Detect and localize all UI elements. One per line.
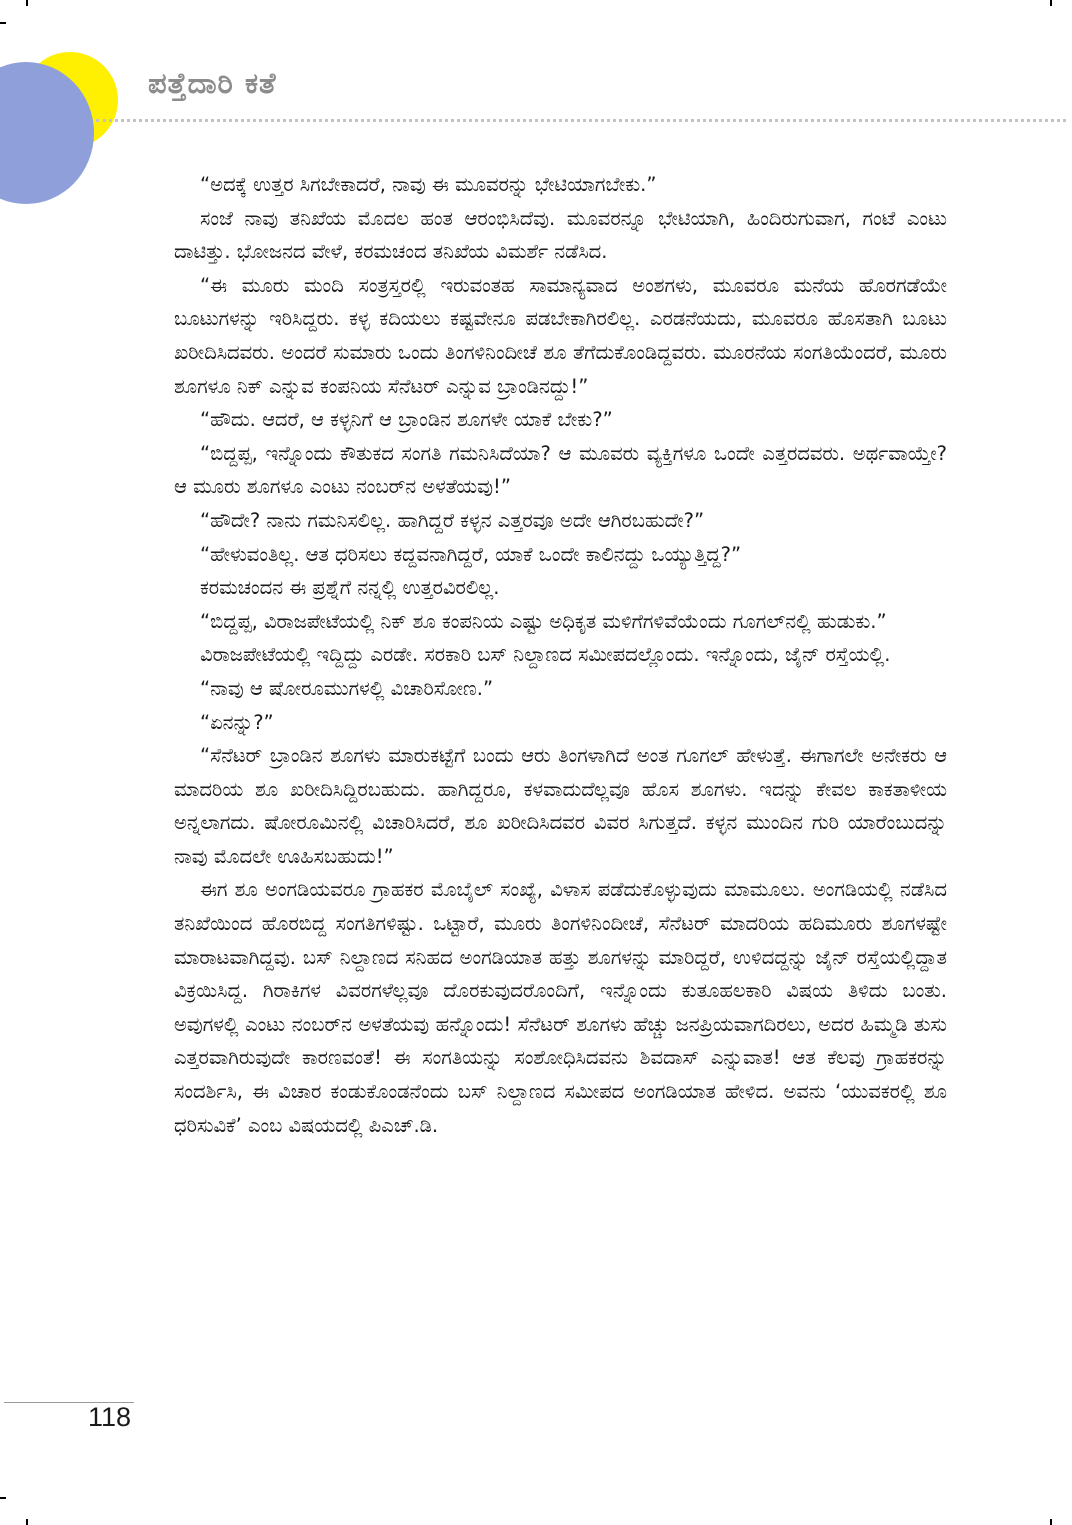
crop-mark-top-right: [1050, 0, 1052, 6]
paragraph-13: “ಸೆನೆಟರ್ ಬ್ರಾಂಡಿನ ಶೂಗಳು ಮಾರುಕಟ್ಟೆಗೆ ಬಂದು ಆರು ತಿಂಗಳಾಗಿದೆ ಅಂತ ಗೂಗಲ್ ಹೇಳುತ್ತೆ. ಈಗಾಗಲೇ ಅನೇಕರು ಆ ಮಾದರಿಯ ಶೂ ಖರೀದಿಸಿದ್ದಿರಬಹುದು. ಹಾಗಿದ್ದರೂ, ಕಳವಾದುದೆಲ್ಲವೂ ಹೊಸ ಶೂಗಳು. ಇದನ್ನು ಕೇವಲ ಕಾಕತಾಳೀಯ ಅನ್ನಲಾಗದು. ಷೋರೂಮಿನಲ್ಲಿ ವಿಚಾರಿಸಿದರೆ, ಶೂ ಖರೀದಿಸಿದವರ ವಿವರ ಸಿಗುತ್ತದೆ. ಕಳ್ಳನ ಮುಂದಿನ ಗುರಿ ಯಾರೆಂಬುದನ್ನು ನಾವು ಮೊದಲೇ ಊಹಿಸಬಹುದು!”: [174, 744, 947, 868]
paragraph-6: “ಹೌದೇ? ನಾನು ಗಮನಿಸಲಿಲ್ಲ. ಹಾಗಿದ್ದರೆ ಕಳ್ಳನ ಎತ್ತರವೂ ಅದೇ ಆಗಿರಬಹುದೇ?”: [200, 508, 705, 532]
paragraph-5: “ಬಿದ್ದಪ್ಪ, ಇನ್ನೊಂದು ಕೌತುಕದ ಸಂಗತಿ ಗಮನಿಸಿದೆಯಾ? ಆ ಮೂವರು ವ್ಯಕ್ತಿಗಳೂ ಒಂದೇ ಎತ್ತರದವರು. ಅರ್ಥವಾಯ್ತೇ? ಆ ಮೂರು ಶೂಗಳೂ ಎಂಟು ನಂಬರ್‌ನ ಅಳತೆಯವು!”: [174, 441, 947, 499]
running-header-title: ಪತ್ತೆದಾರಿ ಕತೆ: [148, 66, 277, 100]
paragraph-14: ಈಗ ಶೂ ಅಂಗಡಿಯವರೂ ಗ್ರಾಹಕರ ಮೊಬೈಲ್ ಸಂಖ್ಯೆ, ವಿಳಾಸ ಪಡೆದುಕೊಳ್ಳುವುದು ಮಾಮೂಲು. ಅಂಗಡಿಯಲ್ಲಿ ನಡೆಸಿದ ತನಿಖೆಯಿಂದ ಹೊರಬಿದ್ದ ಸಂಗತಿಗಳಿಷ್ಟು. ಒಟ್ಟಾರೆ, ಮೂರು ತಿಂಗಳಿನಿಂದೀಚೆ, ಸೆನೆಟರ್ ಮಾದರಿಯ ಹದಿಮೂರು ಶೂಗಳಷ್ಟೇ ಮಾರಾಟವಾಗಿದ್ದವು. ಬಸ್ ನಿಲ್ದಾಣದ ಸನಿಹದ ಅಂಗಡಿಯಾತ ಹತ್ತು ಶೂಗಳನ್ನು ಮಾರಿದ್ದರೆ, ಉಳಿದದ್ದನ್ನು ಜೈನ್ ರಸ್ತೆಯಲ್ಲಿದ್ದಾತ ವಿಕ್ರಯಿಸಿದ್ದ. ಗಿರಾಕಿಗಳ ವಿವರಗಳೆಲ್ಲವೂ ದೊರಕುವುದರೊಂದಿಗೆ, ಇನ್ನೊಂದು ಕುತೂಹಲಕಾರಿ ವಿಷಯ ತಿಳಿದು ಬಂತು. ಅವುಗಳಲ್ಲಿ ಎಂಟು ನಂಬರ್‌ನ ಅಳತೆಯವು ಹನ್ನೊಂದು! ಸೆನೆಟರ್ ಶೂಗಳು ಹೆಚ್ಚು ಜನಪ್ರಿಯವಾಗದಿರಲು, ಅದರ ಹಿಮ್ಮಡಿ ತುಸು ಎತ್ತರವಾಗಿರುವುದೇ ಕಾರಣವಂತೆ! ಈ ಸಂಗತಿಯನ್ನು ಸಂಶೋಧಿಸಿದವನು ಶಿವದಾಸ್ ಎನ್ನುವಾತ! ಆತ ಕೆಲವು ಗ್ರಾಹಕರನ್ನು ಸಂದರ್ಶಿಸಿ, ಈ ವಿಚಾರ ಕಂಡುಕೊಂಡನೆಂದು ಬಸ್ ನಿಲ್ದಾಣದ ಸಮೀಪದ ಅಂಗಡಿಯಾತ ಹೇಳಿದ. ಅವನು ‘ಯುವಕರಲ್ಲಿ ಶೂ ಧರಿಸುವಿಕೆ’ ಎಂಬ ವಿಷಯದಲ್ಲಿ ಪಿಎಚ್.ಡಿ.: [174, 878, 947, 1137]
paragraph-10: ವಿರಾಜಪೇಟೆಯಲ್ಲಿ ಇದ್ದಿದ್ದು ಎರಡೇ. ಸರಕಾರಿ ಬಸ್ ನಿಲ್ದಾಣದ ಸಮೀಪದಲ್ಲೊಂದು. ಇನ್ನೊಂದು, ಜೈನ್ ರಸ್ತೆಯಲ್ಲಿ.: [200, 643, 891, 667]
crop-mark-left-bottom: [0, 1497, 6, 1499]
paragraph-9: “ಬಿದ್ದಪ್ಪ, ವಿರಾಜಪೇಟೆಯಲ್ಲಿ ನಿಕ್ ಶೂ ಕಂಪನಿಯ ಎಷ್ಟು ಅಧಿಕೃತ ಮಳಿಗೆಗಳಿವೆಯೆಂದು ಗೂಗಲ್‌ನಲ್ಲಿ ಹುಡುಕು.”: [200, 609, 887, 633]
crop-mark-left-top: [0, 22, 6, 24]
paragraph-3: “ಈ ಮೂರು ಮಂದಿ ಸಂತ್ರಸ್ತರಲ್ಲಿ ಇರುವಂತಹ ಸಾಮಾನ್ಯವಾದ ಅಂಶಗಳು, ಮೂವರೂ ಮನೆಯ ಹೊರಗಡೆಯೇ ಬೂಟುಗಳನ್ನು ಇರಿಸಿದ್ದರು. ಕಳ್ಳ ಕದಿಯಲು ಕಷ್ಟವೇನೂ ಪಡಬೇಕಾಗಿರಲಿಲ್ಲ. ಎರಡನೆಯದು, ಮೂವರೂ ಹೊಸತಾಗಿ ಬೂಟು ಖರೀದಿಸಿದವರು. ಅಂದರೆ ಸುಮಾರು ಒಂದು ತಿಂಗಳಿನಿಂದೀಚೆ ಶೂ ತೆಗೆದುಕೊಂಡಿದ್ದವರು. ಮೂರನೆಯ ಸಂಗತಿಯೆಂದರೆ, ಮೂರು ಶೂಗಳೂ ನಿಕ್ ಎನ್ನುವ ಕಂಪನಿಯ ಸೆನೆಟರ್ ಎನ್ನುವ ಬ್ರಾಂಡಿನದ್ದು!”: [174, 273, 947, 398]
crop-mark-bottom-right: [1050, 1519, 1052, 1525]
paragraph-7: “ಹೇಳುವಂತಿಲ್ಲ. ಆತ ಧರಿಸಲು ಕದ್ದವನಾಗಿದ್ದರೆ, ಯಾಕೆ ಒಂದೇ ಕಾಲಿನದ್ದು ಒಯ್ಯುತ್ತಿದ್ದ?”: [200, 542, 742, 566]
header-dotted-rule: [96, 119, 1066, 122]
paragraph-4: “ಹೌದು. ಆದರೆ, ಆ ಕಳ್ಳನಿಗೆ ಆ ಬ್ರಾಂಡಿನ ಶೂಗಳೇ ಯಾಕೆ ಬೇಕು?”: [200, 408, 613, 432]
crop-mark-top-left: [26, 0, 28, 6]
paragraph-1: “ಅದಕ್ಕೆ ಉತ್ತರ ಸಿಗಬೇಕಾದರೆ, ನಾವು ಈ ಮೂವರನ್ನು ಭೇಟಿಯಾಗಬೇಕು.”: [200, 173, 657, 196]
paragraph-8: ಕರಮಚಂದನ ಈ ಪ್ರಶ್ನೆಗೆ ನನ್ನಲ್ಲಿ ಉತ್ತರವಿರಲಿಲ್ಲ.: [200, 576, 500, 600]
crop-mark-bottom-left: [26, 1519, 28, 1525]
story-body: [174, 168, 947, 1142]
paragraph-12: “ಏನನ್ನು?”: [200, 710, 274, 734]
paragraph-2: ಸಂಜೆ ನಾವು ತನಿಖೆಯ ಮೊದಲ ಹಂತ ಆರಂಭಿಸಿದೆವು. ಮೂವರನ್ನೂ ಭೇಟಿಯಾಗಿ, ಹಿಂದಿರುಗುವಾಗ, ಗಂಟೆ ಎಂಟು ದಾಟಿತ್ತು. ಭೋಜನದ ವೇಳೆ, ಕರಮಚಂದ ತನಿಖೆಯ ವಿಮರ್ಶೆ ನಡೆಸಿದ.: [174, 206, 947, 264]
page-number: 118: [88, 1402, 132, 1432]
paragraph-11: “ನಾವು ಆ ಷೋರೂಮುಗಳಲ್ಲಿ ವಿಚಾರಿಸೋಣ.”: [200, 676, 494, 700]
